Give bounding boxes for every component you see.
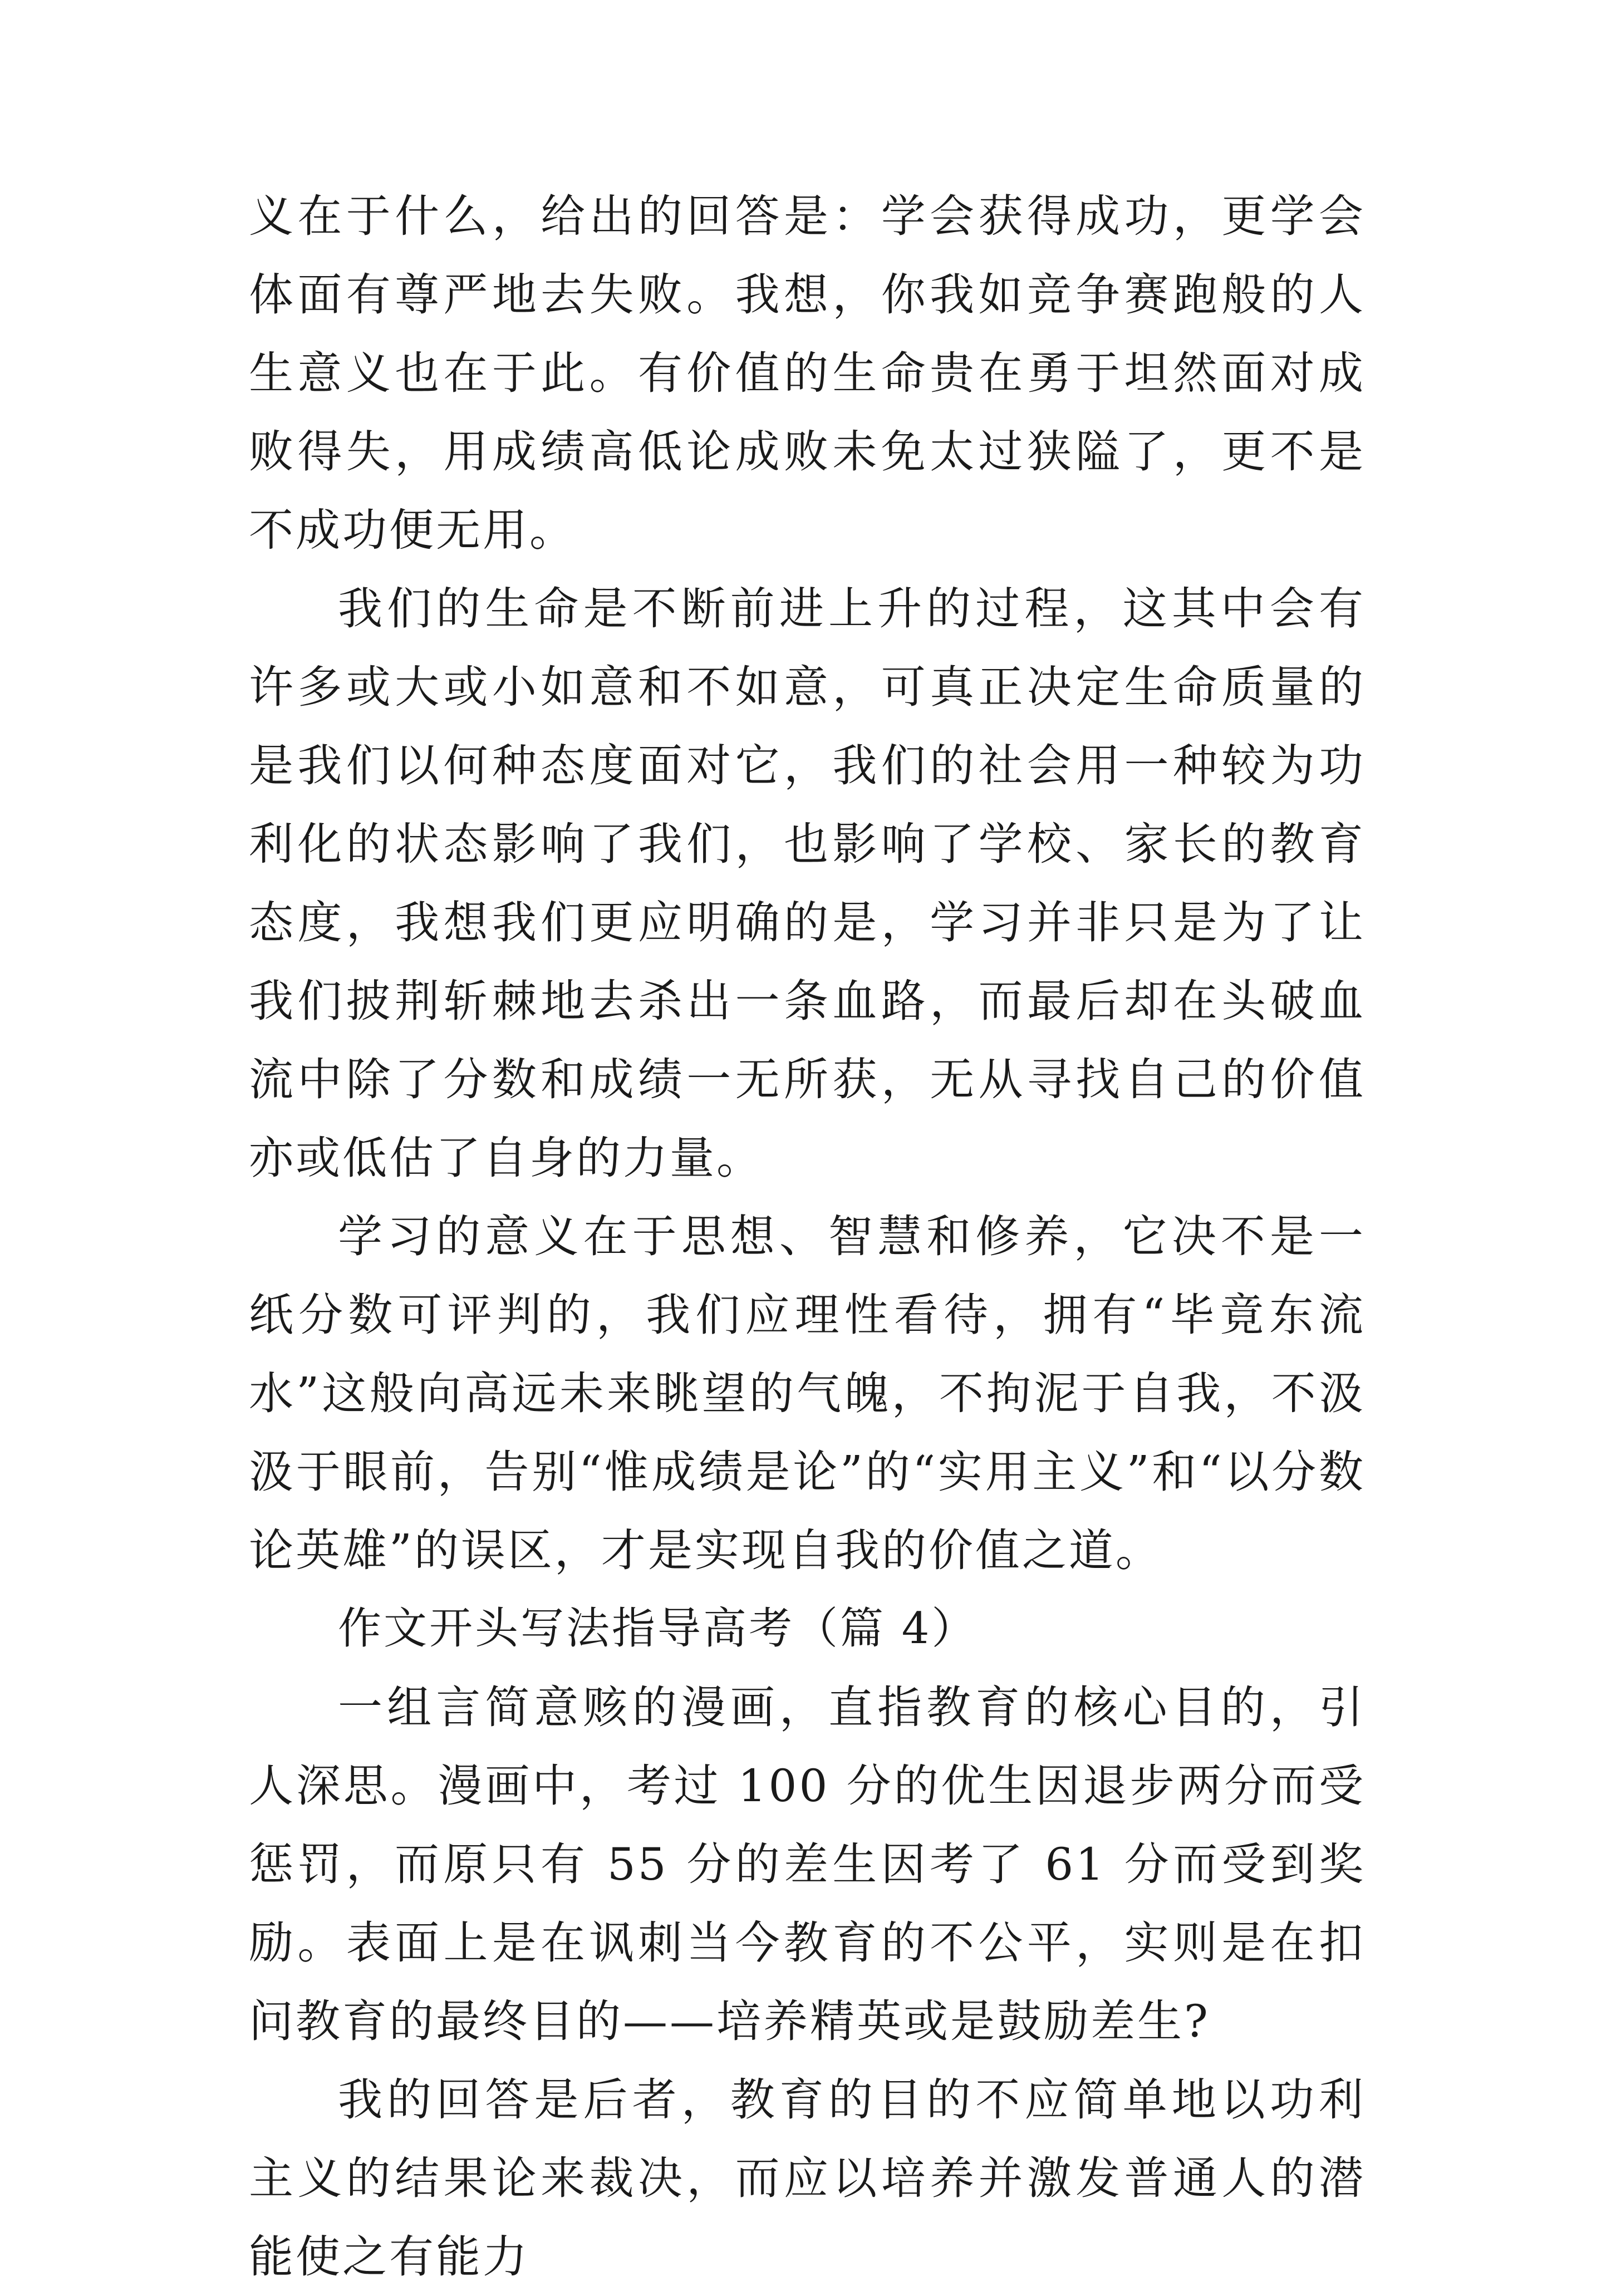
- paragraph-life-progress: 我们的生命是不断前进上升的过程，这其中会有许多或大或小如意和不如意，可真正决定生命质量的是我们以何种态度面对它，我们的社会用一种较为功利化的状态影响了我们，也影响了学校、家长的教育态度，我想我们更应明确的是，学习并非只是为了让我们披荆斩棘地去杀出一条血路，而最后却在头破血流中除了分数和成绩一无所获，无从寻找自己的价值亦或低估了自身的力量。: [249, 583, 1366, 1184]
- paragraph-continuation: 义在于什么，给出的回答是：学会获得成功，更学会体面有尊严地去失败。我想，你我如竞争赛跑般的人生意义也在于此。有价值的生命贵在勇于坦然面对成败得失，用成绩高低论成败未免太过狭隘了，更不是不成功便无用。: [249, 190, 1366, 556]
- section-heading: 作文开头写法指导高考（篇 4）: [338, 1604, 978, 1654]
- paragraph-meaning-of-learning: 学习的意义在于思想、智慧和修养，它决不是一纸分数可评判的，我们应理性看待，拥有“毕竟东流水”这般向高远未来眺望的气魄，不拘泥于自我，不汲汲于眼前，告别“惟成绩是论”的“实用主义”和“以分数论英雄”的误区，才是实现自我的价值之道。: [249, 1211, 1366, 1576]
- paragraph-my-answer: 我的回答是后者，教育的目的不应简单地以功利主义的结果论来裁决，而应以培养并激发普通人的潜能使之有能力: [249, 2074, 1366, 2283]
- paragraph-comic-intro: 一组言简意赅的漫画，直指教育的核心目的，引人深思。漫画中，考过 100 分的优生因退步两分而受惩罚，而原只有 55 分的差生因考了 61 分而受到奖励。表面上是在讽刺当今教育的不公平，实则是在扣问教育的最终目的——培养精英或是鼓励差生?: [249, 1682, 1366, 2047]
- document-body: [249, 177, 1366, 2296]
